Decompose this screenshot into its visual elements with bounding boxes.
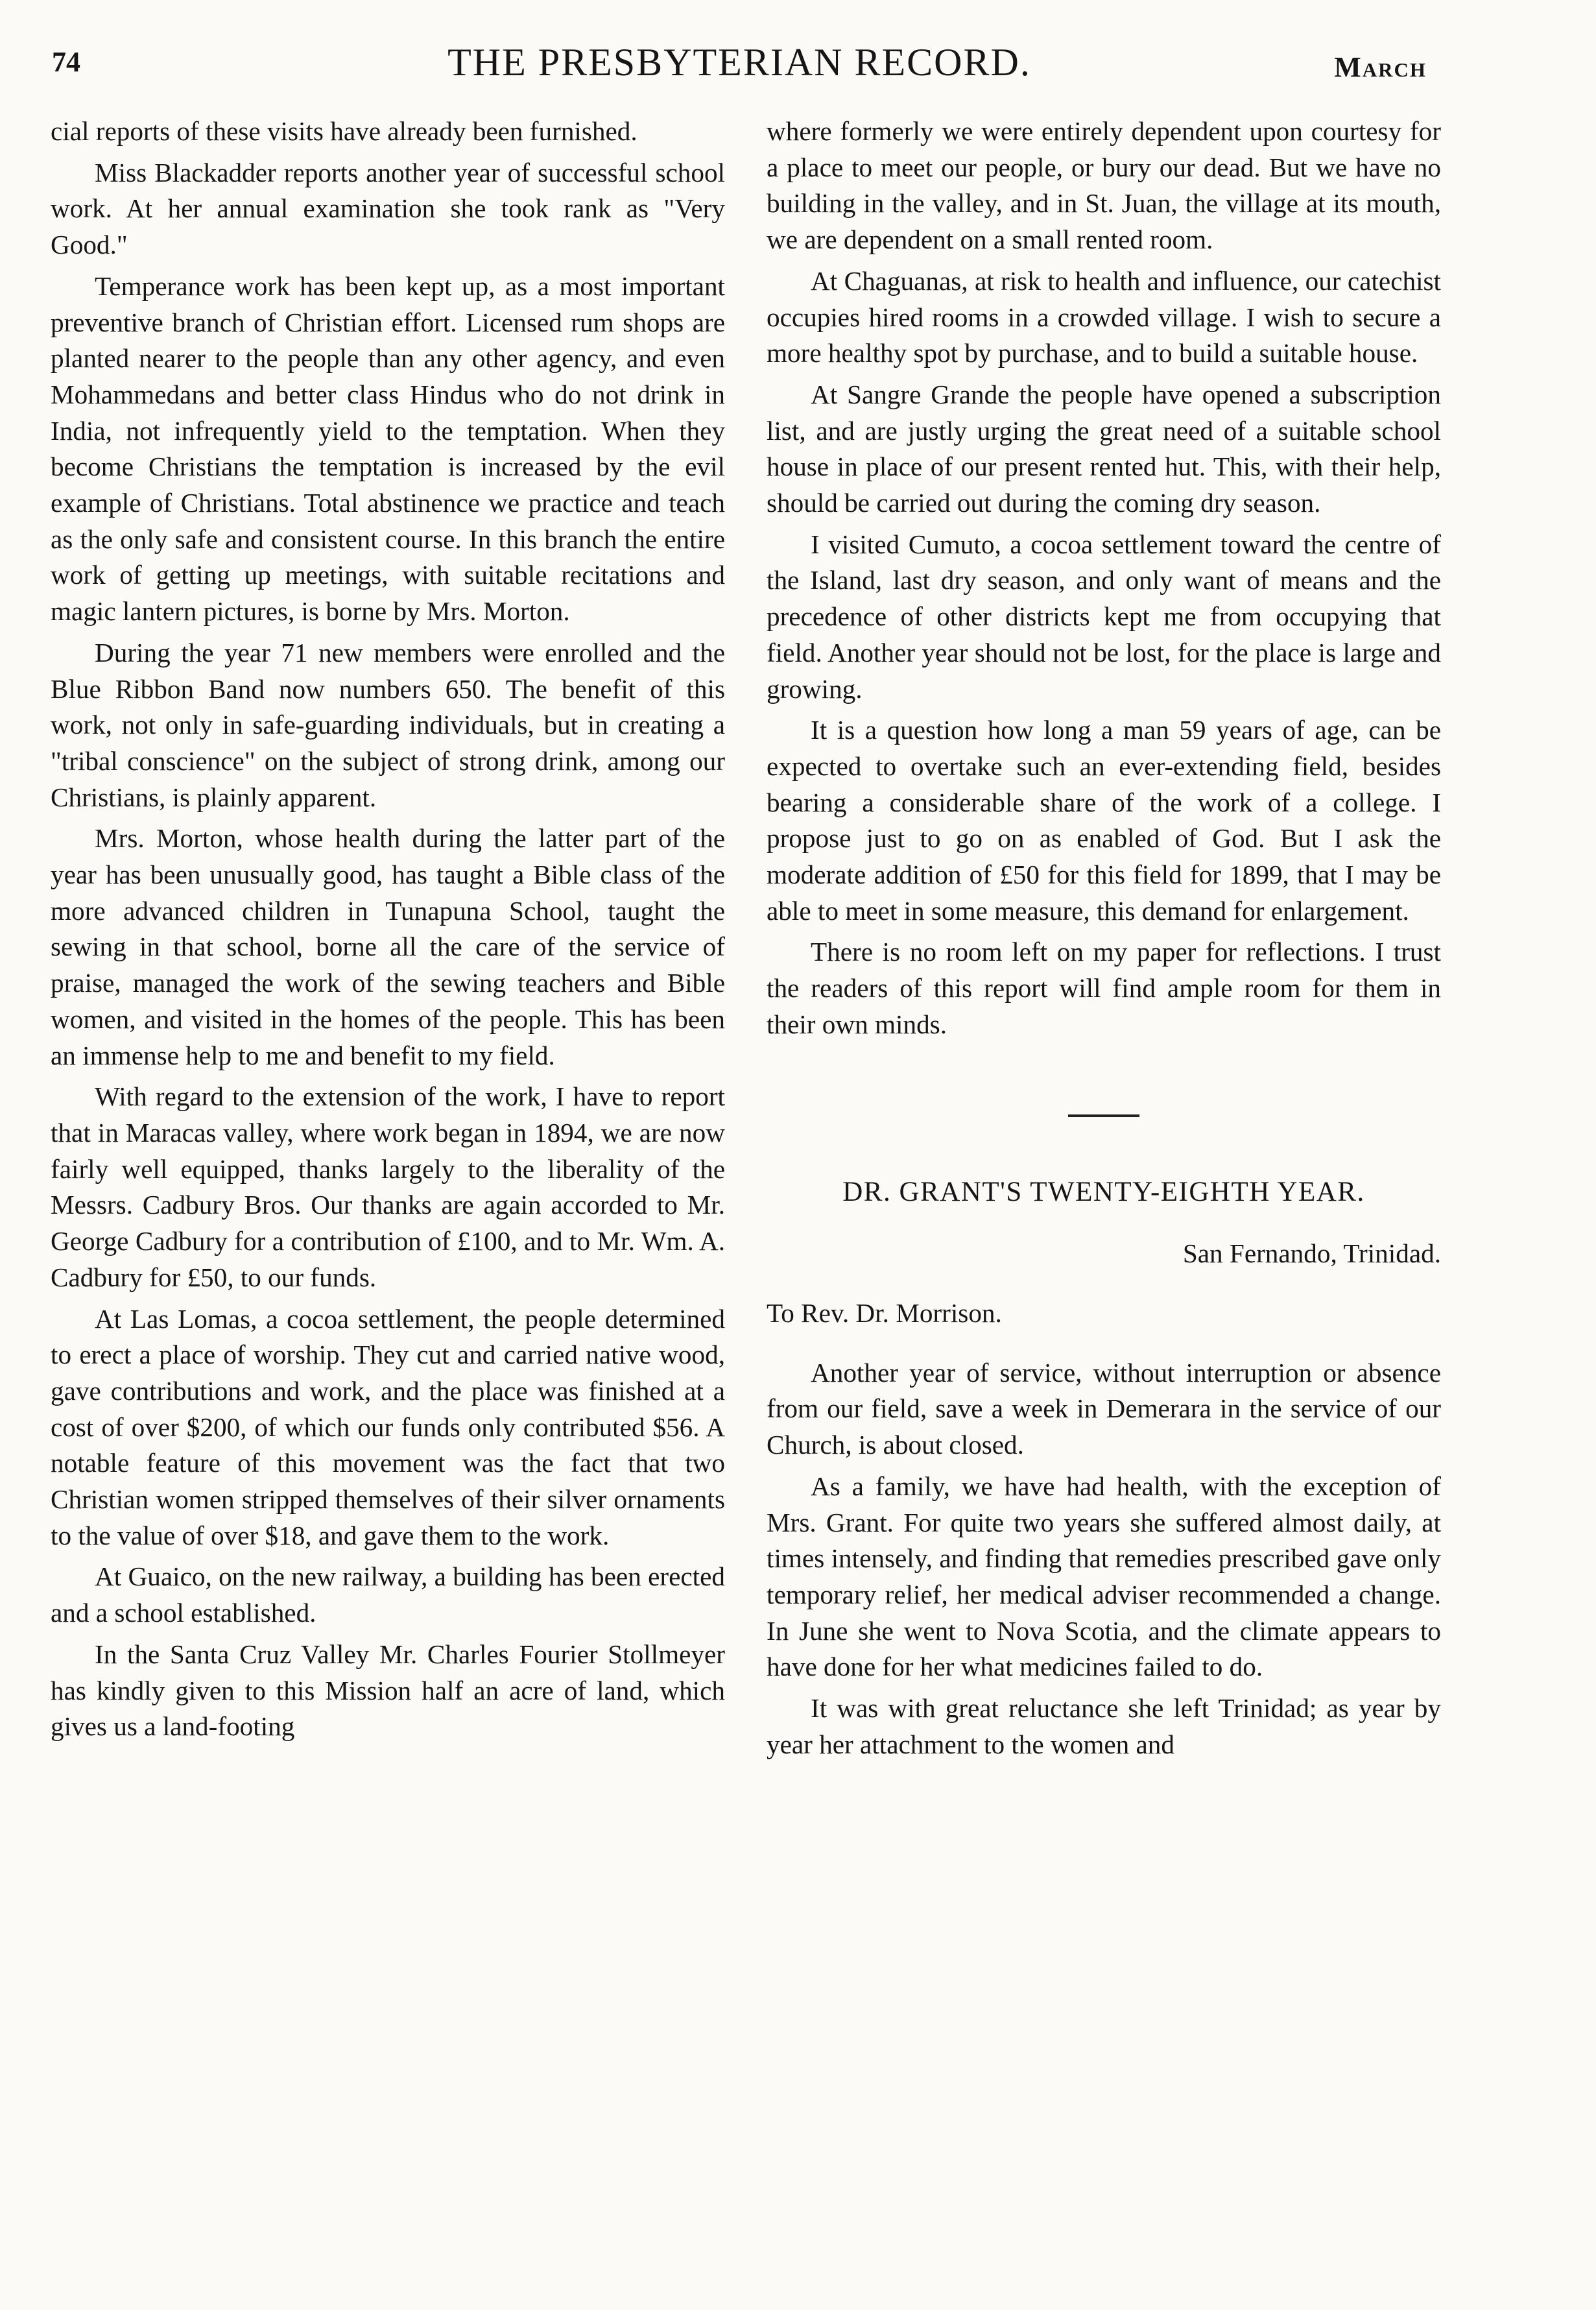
running-header [52, 41, 1427, 104]
paragraph: At Sangre Grande the people have opened a subscription list, and are justly urging the great need of a suitable school house in place of our present rented hut. This, with their help, should be carried out during the coming dry season. [767, 379, 1441, 518]
salutation: To Rev. Dr. Morrison. [767, 1297, 1002, 1328]
paragraph: I visited Cumuto, a cocoa settlement toward the centre of the Island, last dry season, and only want of means and the precedence of other districts kept me from occupying that field. Another year should not be lost, for the place is large and growing. [767, 529, 1441, 704]
paragraph: where formerly we were entirely dependent upon courtesy for a place to meet our people, or bury our dead. But we have no building in the valley, and in St. Juan, the village at its mouth, we are dependent on a small rented room. [767, 116, 1441, 255]
section-divider [1068, 1114, 1139, 1117]
paragraph: It was with great reluctance she left Trinidad; as year by year her attachment to the women and [767, 1693, 1441, 1759]
paragraph: cial reports of these visits have already been furnished. [51, 116, 637, 146]
dateline: San Fernando, Trinidad. [1182, 1238, 1441, 1269]
page-number: 74 [52, 46, 80, 78]
paragraph: At Chaguanas, at risk to health and influence, our catechist occupies hired rooms in a crowded village. I wish to secure a more healthy spot by purchase, and to build a suitable house. [767, 265, 1441, 368]
issue-month: March [1334, 51, 1427, 83]
paragraph: In the Santa Cruz Valley Mr. Charles Fourier Stollmeyer has kindly given to this Mission half an acre of land, which gives us a land-footing [51, 1639, 725, 1742]
right-column [767, 114, 1441, 2274]
paragraph: With regard to the extension of the work, I have to report that in Maracas valley, where work began in 1894, we are now fairly well equipped, thanks largely to the liberality of the Messrs. Cadbury Bros. Our thanks are again accorded to Mr. George Cadbury for a contribution of £100, and to Mr. Wm. A. Cadbury for £50, to our funds. [51, 1081, 725, 1292]
paragraph: Temperance work has been kept up, as a most important preventive branch of Christian effort. Licensed rum shops are planted nearer to the people than any other agency, and even Mohammedans and better class Hindus who do not drink in India, not infrequently yield to the temptation. When they become Christians the temptation is increased by the evil example of Christians. Total abstinence we practice and teach as the only safe and consistent course. In this branch the entire work of getting up meetings, with suitable recitations and magic lantern pictures, is borne by Mrs. Morton. [51, 271, 725, 627]
publication-title: THE PRESBYTERIAN RECORD. [447, 41, 1031, 84]
paragraph: Another year of service, without interruption or absence from our field, save a week in Demerara in the service of our Church, is about closed. [767, 1357, 1441, 1460]
paragraph: There is no room left on my paper for reflections. I trust the readers of this report will find ample room for them in their own minds. [767, 937, 1441, 1039]
paragraph: Mrs. Morton, whose health during the latter part of the year has been unusually good, has taught a Bible class of the more advanced children in Tunapuna School, taught the sewing in that school, borne all the care of the service of praise, managed the work of the sewing teachers and Bible women, and visited in the homes of the people. This has been an immense help to me and benefit to my field. [51, 823, 725, 1070]
left-column [51, 114, 725, 2274]
paragraph: At Las Lomas, a cocoa settlement, the people determined to erect a place of worship. They cut and carried native wood, gave contributions and work, and the place was finished at a cost of over $200, of which our funds only contributed $56. A notable feature of this movement was the fact that two Christian women stripped themselves of their silver ornaments to the value of over $18, and gave them to the work. [51, 1303, 725, 1550]
article-title: DR. GRANT'S TWENTY-EIGHTH YEAR. [842, 1176, 1365, 1207]
paragraph: During the year 71 new members were enrolled and the Blue Ribbon Band now numbers 650. The benefit of this work, not only in safe-guarding individuals, but in creating a "tribal conscience" on the subject of strong drink, among our Christians, is plainly apparent. [51, 637, 725, 812]
paragraph: At Guaico, on the new railway, a building has been erected and a school established. [51, 1561, 725, 1628]
paragraph: As a family, we have had health, with the exception of Mrs. Grant. For quite two years she suffered almost daily, at times intensely, and finding that remedies prescribed gave only temporary relief, her medical adviser recommended a change. In June she went to Nova Scotia, and the climate appears to have done for her what medicines failed to do. [767, 1471, 1441, 1682]
paragraph: It is a question how long a man 59 years of age, can be expected to overtake such an ever-extending field, besides bearing a considerable share of the work of a college. I propose just to go on as enabled of God. But I ask the moderate addition of £50 for this field for 1899, that I may be able to meet in some measure, this demand for enlargement. [767, 715, 1441, 926]
paragraph: Miss Blackadder reports another year of successful school work. At her annual examination she took rank as "Very Good." [51, 157, 725, 260]
